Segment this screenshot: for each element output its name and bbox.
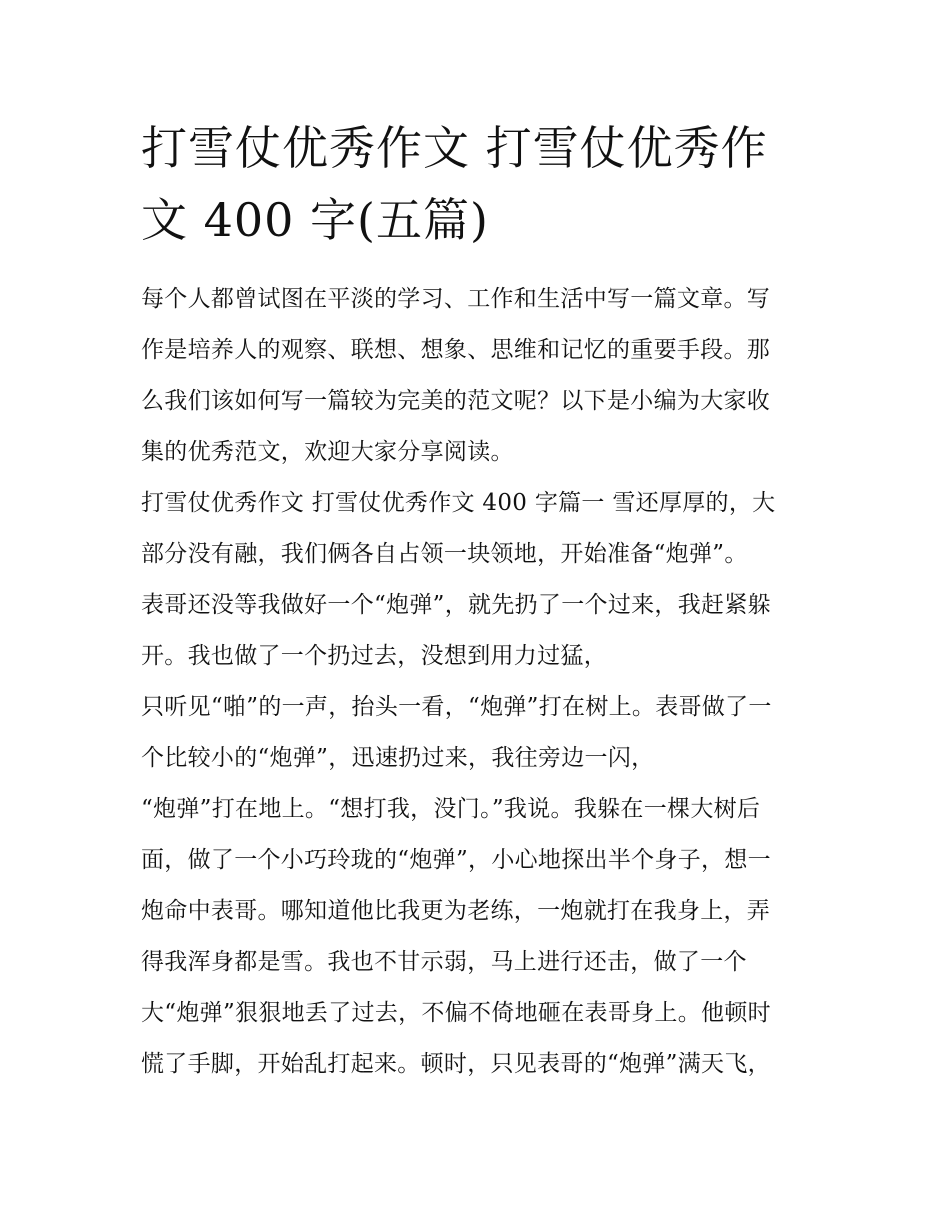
title-line-2: 文 400 字(五篇) xyxy=(141,193,489,247)
body-line-9: 只听见“啪”的一声，抬头一看，“炮弹”打在树上。表哥做了一 xyxy=(141,694,772,720)
body-line-13: 炮命中表哥。哪知道他比我更为老练，一炮就打在我身上，弄 xyxy=(141,898,771,924)
document-content xyxy=(141,112,821,1090)
body-line-7: 表哥还没等我做好一个“炮弹”，就先扔了一个过来，我赶紧躲 xyxy=(141,592,771,618)
body-line-2: 作是培养人的观察、联想、想象、思维和记忆的重要手段。那 xyxy=(141,337,771,363)
body-line-5: 打雪仗优秀作文 打雪仗优秀作文 400 字篇一 雪还厚厚的，大 xyxy=(141,490,776,516)
body-line-14: 得我浑身都是雪。我也不甘示弱，马上进行还击，做了一个 xyxy=(141,949,747,975)
body-line-4: 集的优秀范文，欢迎大家分享阅读。 xyxy=(141,439,514,465)
body-line-6: 部分没有融，我们俩各自占领一块领地，开始准备“炮弹”。 xyxy=(141,541,748,567)
body-line-10: 个比较小的“炮弹”，迅速扔过来，我往旁边一闪， xyxy=(141,745,655,771)
body-line-3: 么我们该如何写一篇较为完美的范文呢？以下是小编为大家收 xyxy=(141,388,771,414)
body-line-16: 慌了手脚，开始乱打起来。顿时，只见表哥的“炮弹”满天飞， xyxy=(141,1051,771,1077)
body-line-1: 每个人都曾试图在平淡的学习、工作和生活中写一篇文章。写 xyxy=(141,286,771,312)
body-line-8: 开。我也做了一个扔过去，没想到用力过猛， xyxy=(141,643,607,669)
document-body xyxy=(141,274,821,1090)
title-line-1: 打雪仗优秀作文 打雪仗优秀作 xyxy=(141,121,768,175)
body-line-15: 大“炮弹”狠狠地丢了过去，不偏不倚地砸在表哥身上。他顿时 xyxy=(141,1000,771,1026)
document-title xyxy=(141,112,821,256)
body-line-12: 面，做了一个小巧玲珑的“炮弹”，小心地探出半个身子，想一 xyxy=(141,847,771,873)
body-line-11: “炮弹”打在地上。“想打我，没门。”我说。我躲在一棵大树后 xyxy=(141,796,761,822)
